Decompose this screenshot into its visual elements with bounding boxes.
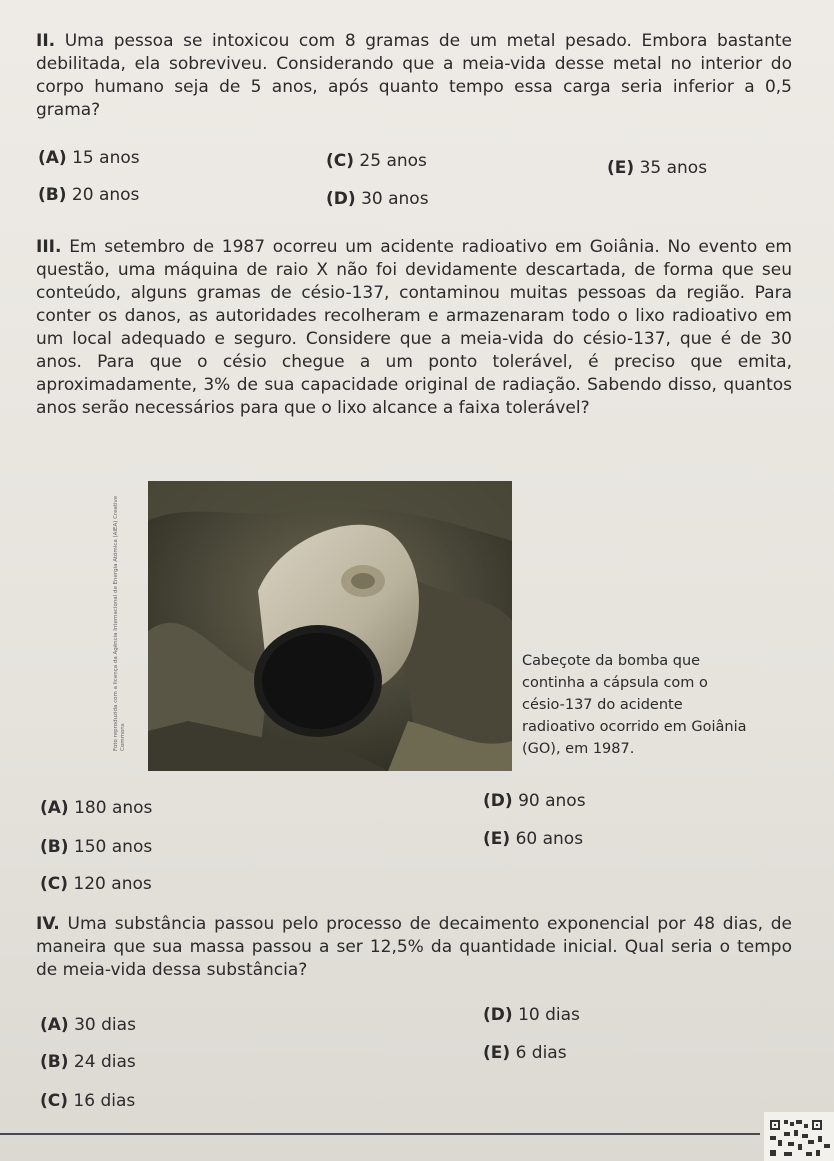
option-text: 90 anos [518,791,586,811]
option-letter: (A) [38,148,67,168]
option-text: 6 dias [515,1043,567,1063]
option-text: 15 anos [72,148,140,168]
q4-option-d[interactable] [483,1004,580,1026]
option-text: 10 dias [518,1005,580,1025]
option-letter: (C) [326,151,355,171]
option-letter: (A) [40,798,69,818]
option-text: 30 anos [361,189,429,209]
q4-option-e[interactable] [483,1042,567,1064]
option-text: 35 anos [639,158,708,178]
option-letter: (E) [483,829,511,849]
question-2-number: II. [36,31,56,51]
option-text: 150 anos [73,837,153,857]
option-letter: (E) [607,158,635,178]
option-letter: (A) [40,1015,69,1035]
q4-option-b[interactable] [40,1051,136,1073]
q3-option-b[interactable] [40,836,152,858]
question-3-text: Em setembro de 1987 ocorreu um acidente radioativo em Goiânia. No evento em questão, uma máquina de raio X não foi devidamente descartada, de forma que seu conteúdo, alguns gramas de césio-137, contaminou muitas pessoas da região. Para conter os danos, as autoridades recolheram e armazenaram todo o lixo radioativo em um local adequado e seguro. Considere que a meia-vida do césio-137, que é de 30 anos. Para que o césio chegue a um ponto tolerável, é preciso que emita, aproximadamente, 3% de sua capacidade original de radiação. Sabendo disso, quantos anos serão necessários para que o lixo alcance a faixa tolerável? [36,237,792,418]
question-4 [36,913,792,982]
q2-option-c[interactable] [326,150,427,172]
question-4-number: IV. [36,914,60,934]
option-text: 20 anos [71,185,140,205]
q2-option-d[interactable] [326,188,429,210]
option-text: 120 anos [73,874,152,894]
qr-code-icon [764,1112,834,1161]
photo-credit: Foto reproduzida com a licença da Agência Internacional de Energia Atômica (AIEA) Creative Commons [113,495,126,751]
option-letter: (C) [40,874,69,894]
option-letter: (D) [326,189,356,209]
q2-option-a[interactable] [38,147,140,169]
photo-cesium-source-head [148,481,512,771]
question-4-text: Uma substância passou pelo processo de decaimento exponencial por 48 dias, de maneira que sua massa passou a ser 12,5% da quantidade inicial. Qual seria o tempo de meia-vida dessa substância? [36,914,793,980]
option-letter: (C) [40,1091,69,1111]
q4-option-c[interactable] [40,1090,135,1112]
q3-option-a[interactable] [40,797,152,819]
option-letter: (E) [483,1043,511,1063]
option-letter: (B) [40,837,69,857]
page-divider [0,1133,760,1135]
photo-illustration [148,481,512,771]
option-letter: (B) [40,1052,69,1072]
q3-option-c[interactable] [40,873,152,895]
q3-option-d[interactable] [483,790,586,812]
option-text: 16 dias [73,1091,136,1111]
question-2-text: Uma pessoa se intoxicou com 8 gramas de um metal pesado. Embora bastante debilitada, ela sobreviveu. Considerando que a meia-vida desse metal no interior do corpo humano seja de 5 anos, após quanto tempo essa carga seria inferior a 0,5 grama? [36,31,792,120]
option-text: 24 dias [73,1052,136,1072]
question-3-number: III. [36,237,62,257]
q2-option-e[interactable] [607,157,707,179]
option-text: 30 dias [74,1015,136,1035]
q4-option-a[interactable] [40,1014,136,1036]
question-2 [36,30,792,122]
q2-option-b[interactable] [38,184,139,206]
option-text: 60 anos [515,829,584,849]
option-letter: (D) [483,791,513,811]
q3-option-e[interactable] [483,828,583,850]
option-text: 25 anos [359,151,427,171]
photo-caption: Cabeçote da bomba que continha a cápsula com o césio-137 do acidente radioativo ocorrido em Goiânia (GO), em 1987. [522,653,747,757]
option-letter: (D) [483,1005,513,1025]
option-text: 180 anos [74,798,153,818]
option-letter: (B) [38,185,67,205]
question-3 [36,236,792,420]
